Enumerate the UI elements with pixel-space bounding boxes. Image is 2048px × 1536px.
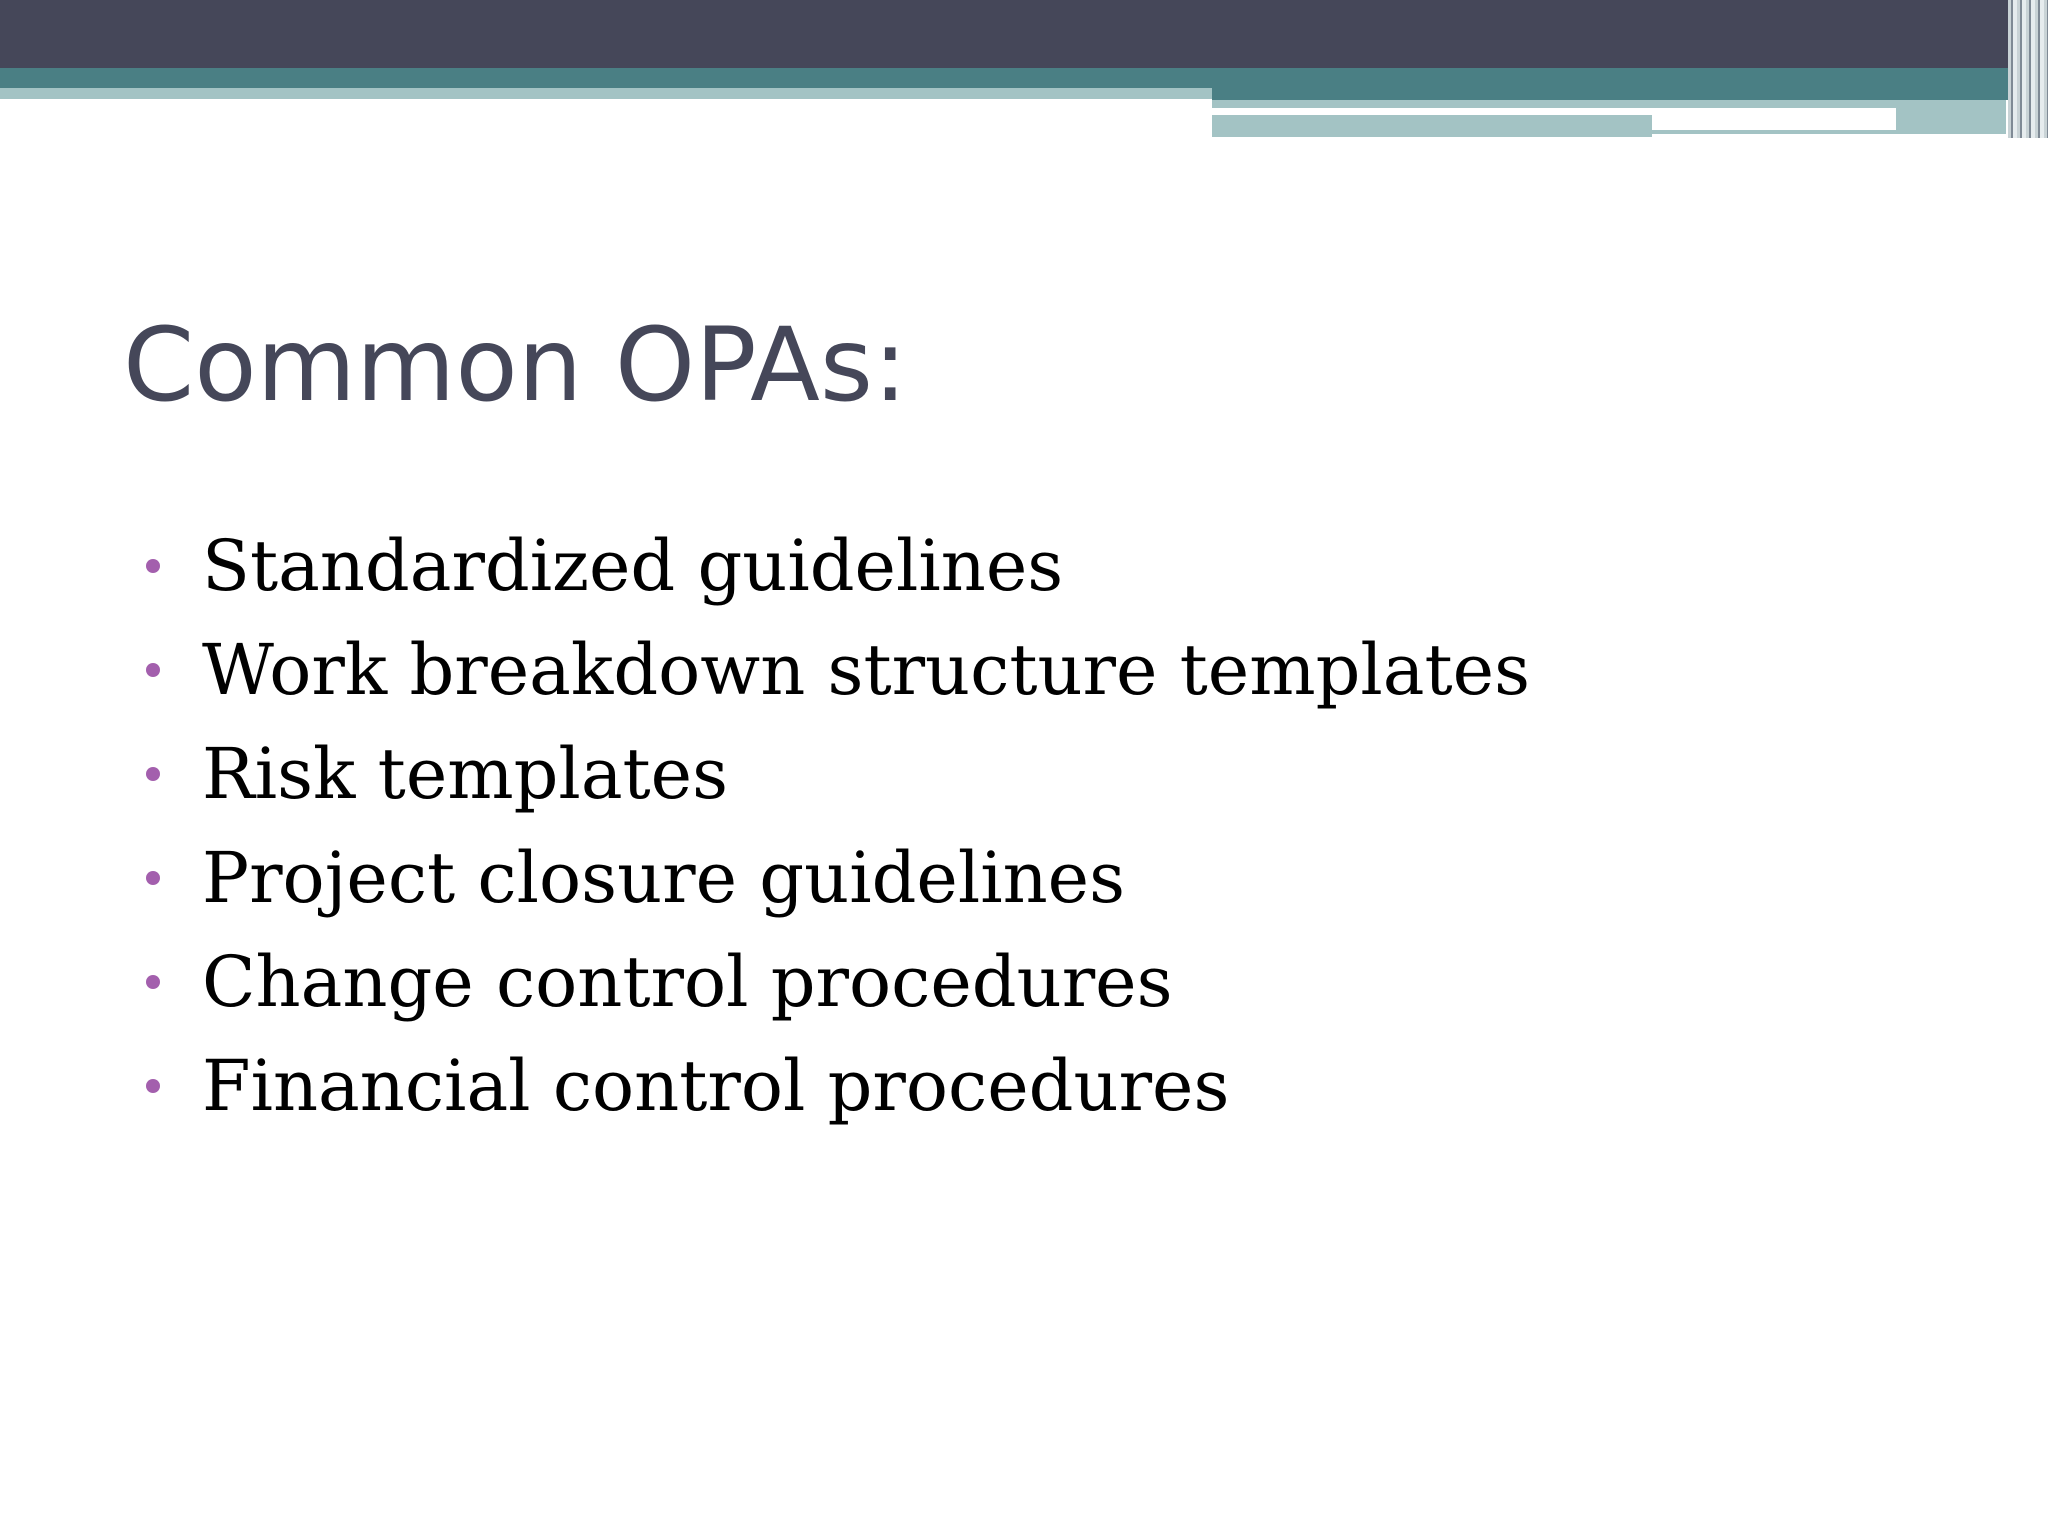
list-item <box>146 618 1530 722</box>
bullet-icon <box>146 1079 160 1093</box>
header-band-right-block <box>1896 100 2006 133</box>
header-band-teal <box>0 68 2048 88</box>
header-edge-stripes <box>2008 0 2048 138</box>
bullet-text: Standardized guidelines <box>202 525 1064 607</box>
header-band-dark <box>0 0 2048 68</box>
bullet-icon <box>146 663 160 677</box>
bullet-text: Risk templates <box>202 733 729 815</box>
header-band-right-teal <box>1212 88 2048 100</box>
bullet-text: Project closure guidelines <box>202 837 1126 919</box>
bullet-icon <box>146 975 160 989</box>
header-band-right-gap <box>1212 108 1896 113</box>
header-band-right-light-lower <box>1212 115 1652 137</box>
bullet-text: Financial control procedures <box>202 1045 1230 1127</box>
bullet-icon <box>146 559 160 573</box>
bullet-text: Work breakdown structure templates <box>202 629 1531 711</box>
header-band-light <box>0 88 1212 99</box>
list-item <box>146 722 1530 826</box>
list-item <box>146 930 1530 1034</box>
bullet-list <box>146 514 1530 1138</box>
slide-title: Common OPAs: <box>123 306 908 425</box>
bullet-icon <box>146 767 160 781</box>
bullet-icon <box>146 871 160 885</box>
list-item <box>146 826 1530 930</box>
list-item <box>146 1034 1530 1138</box>
bullet-text: Change control procedures <box>202 941 1173 1023</box>
list-item <box>146 514 1530 618</box>
